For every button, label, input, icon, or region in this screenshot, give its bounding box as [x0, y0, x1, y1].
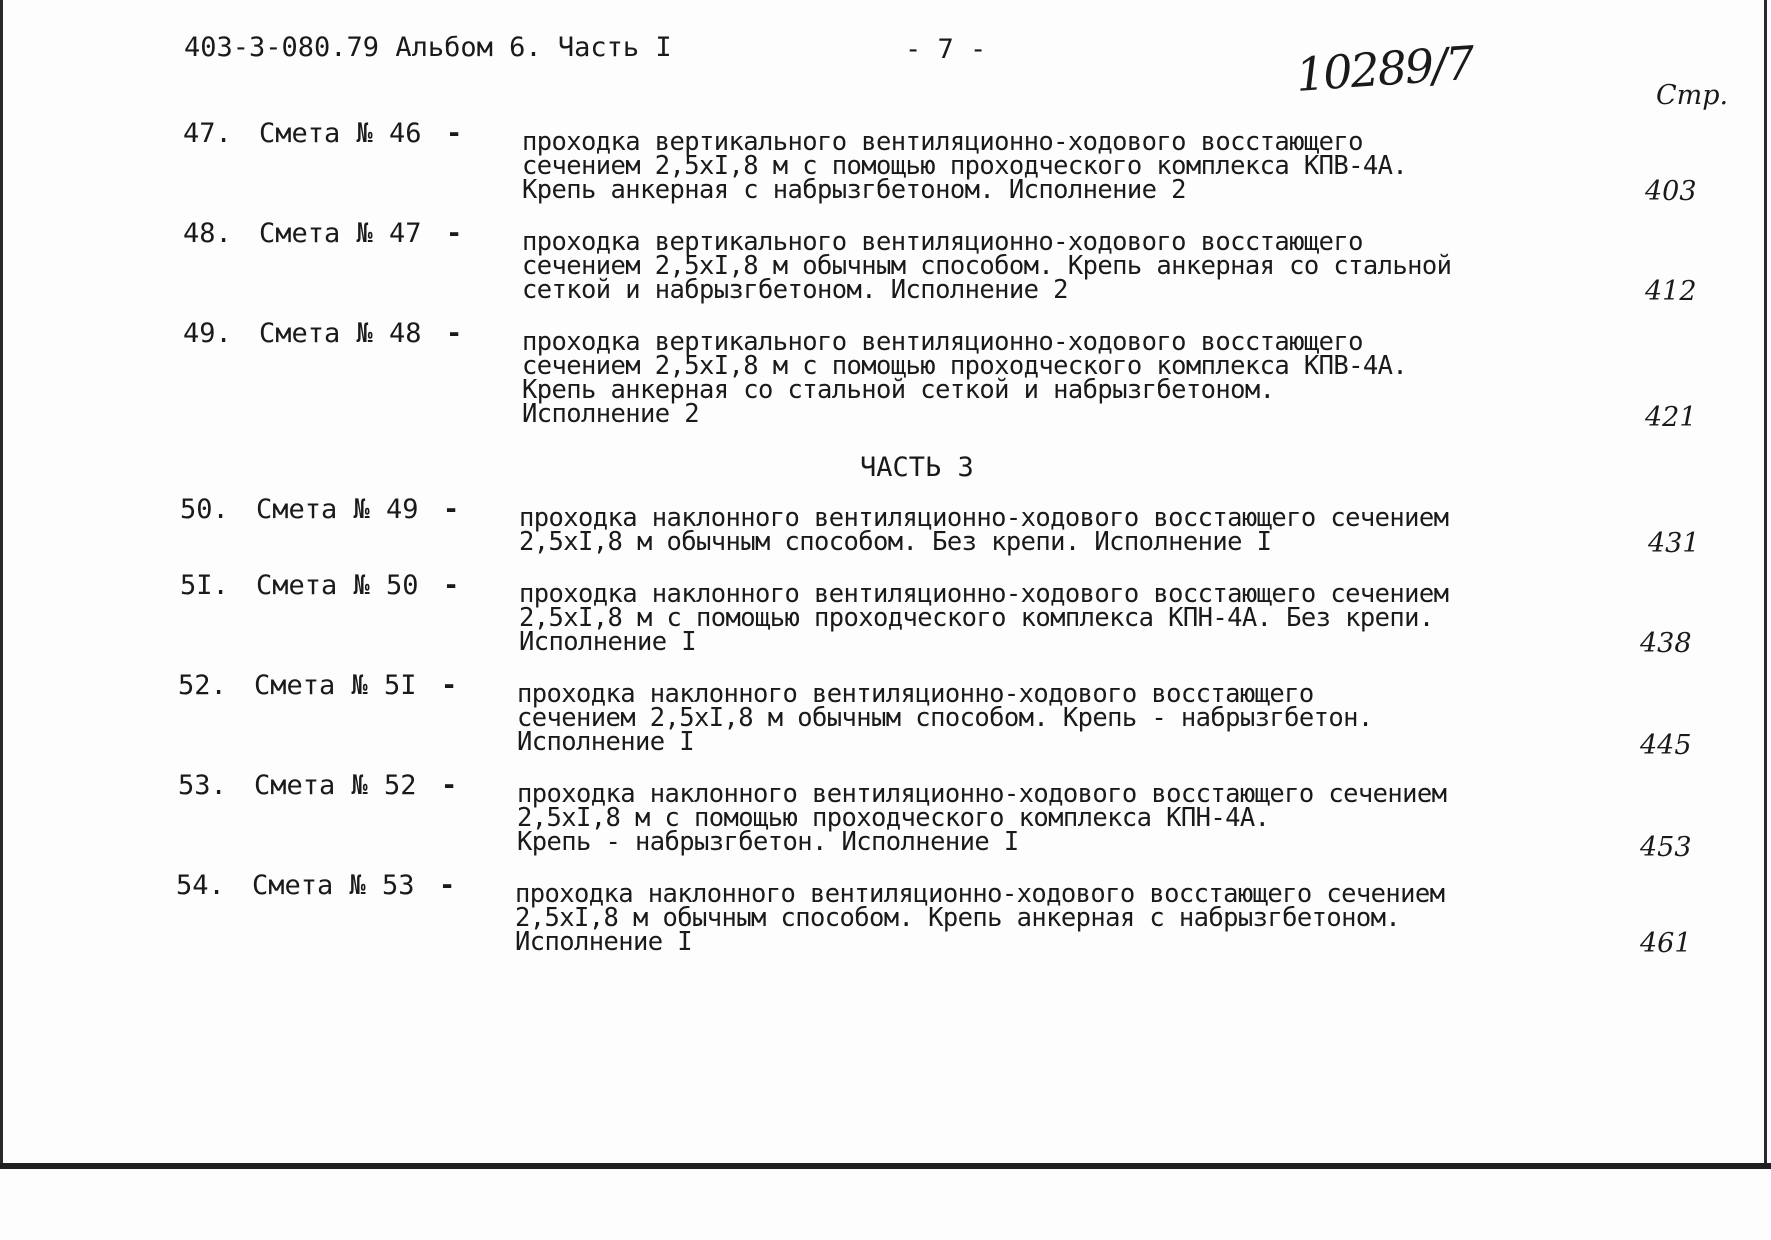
entry-dash: -	[439, 870, 456, 901]
entry-description	[519, 503, 1519, 557]
description-line: 2,5хI,8 м обычным способом. Крепь анкерная с набрызгбетоном.	[515, 903, 1401, 933]
description-line: Исполнение I	[519, 627, 697, 657]
entry-dash: -	[446, 118, 463, 149]
description-line: Крепь - набрызгбетон. Исполнение I	[517, 827, 1019, 857]
entry-dash: -	[446, 318, 463, 349]
entry-dash: -	[441, 670, 458, 701]
description-line: проходка наклонного вентиляционно-ходового восстающего сечением	[515, 879, 1445, 909]
description-line: Исполнение I	[517, 727, 695, 757]
description-line: сечением 2,5хI,8 м с помощью проходческого комплекса КПВ-4А.	[522, 351, 1408, 381]
entry-number: 5I.	[180, 570, 229, 601]
entry-description	[522, 327, 1522, 429]
description-line: сечением 2,5хI,8 м с помощью проходческого комплекса КПВ-4А.	[522, 151, 1408, 181]
entry-page-number: 403	[1645, 176, 1697, 207]
entry-number: 48.	[183, 218, 232, 249]
entry-page-number: 421	[1645, 402, 1697, 433]
page-column-label: Стр.	[1656, 80, 1729, 111]
description-line: Исполнение 2	[522, 399, 700, 429]
description-line: 2,5хI,8 м обычным способом. Без крепи. Исполнение I	[519, 527, 1272, 557]
description-line: проходка наклонного вентиляционно-ходового восстающего сечением	[519, 579, 1449, 609]
entry-page-number: 461	[1640, 928, 1692, 959]
entry-number: 49.	[183, 318, 232, 349]
description-line: 2,5хI,8 м с помощью проходческого комплекса КПН-4А. Без крепи.	[519, 603, 1434, 633]
description-line: Крепь анкерная со стальной сеткой и набрызгбетоном.	[522, 375, 1275, 405]
section-heading: ЧАСТЬ 3	[860, 452, 974, 483]
entry-description	[515, 879, 1515, 957]
right-border-line	[1764, 0, 1767, 1168]
entry-description	[522, 127, 1522, 205]
entry-page-number: 438	[1640, 628, 1692, 659]
entry-dash: -	[446, 218, 463, 249]
estimate-reference: Смета № 49	[256, 494, 419, 525]
entry-page-number: 445	[1640, 730, 1692, 761]
bottom-border-line	[0, 1163, 1771, 1169]
estimate-reference: Смета № 50	[256, 570, 419, 601]
entry-page-number: 453	[1640, 832, 1692, 863]
description-line: сечением 2,5хI,8 м обычным способом. Крепь - набрызгбетон.	[517, 703, 1373, 733]
estimate-reference: Смета № 46	[259, 118, 422, 149]
entry-number: 50.	[180, 494, 229, 525]
entry-description	[519, 579, 1519, 657]
description-line: Исполнение I	[515, 927, 693, 957]
description-line: 2,5хI,8 м с помощью проходческого комплекса КПН-4А.	[517, 803, 1270, 833]
entry-description	[517, 779, 1517, 857]
entry-dash: -	[443, 494, 460, 525]
entry-page-number: 431	[1648, 528, 1700, 559]
description-line: проходка наклонного вентиляционно-ходового восстающего	[517, 679, 1314, 709]
estimate-reference: Смета № 47	[259, 218, 422, 249]
entry-dash: -	[443, 570, 460, 601]
description-line: проходка наклонного вентиляционно-ходового восстающего сечением	[519, 503, 1449, 533]
estimate-reference: Смета № 5I	[254, 670, 417, 701]
entry-description	[517, 679, 1517, 757]
page-number: - 7 -	[905, 34, 987, 65]
left-border-line	[0, 0, 3, 1168]
entry-number: 53.	[178, 770, 227, 801]
entry-dash: -	[441, 770, 458, 801]
entry-number: 52.	[178, 670, 227, 701]
entry-page-number: 412	[1645, 276, 1697, 307]
description-line: проходка наклонного вентиляционно-ходового восстающего сечением	[517, 779, 1447, 809]
description-line: Крепь анкерная с набрызгбетоном. Исполнение 2	[522, 175, 1186, 205]
description-line: проходка вертикального вентиляционно-ходового восстающего	[522, 227, 1363, 257]
description-line: сеткой и набрызгбетоном. Исполнение 2	[522, 275, 1068, 305]
document-code: 403-3-080.79 Альбом 6. Часть I	[184, 32, 672, 63]
description-line: проходка вертикального вентиляционно-ходового восстающего	[522, 327, 1363, 357]
description-line: сечением 2,5хI,8 м обычным способом. Крепь анкерная со стальной	[522, 251, 1452, 281]
estimate-reference: Смета № 53	[252, 870, 415, 901]
estimate-reference: Смета № 48	[259, 318, 422, 349]
estimate-reference: Смета № 52	[254, 770, 417, 801]
entry-number: 54.	[176, 870, 225, 901]
entry-description	[522, 227, 1522, 305]
description-line: проходка вертикального вентиляционно-ходового восстающего	[522, 127, 1363, 157]
entry-number: 47.	[183, 118, 232, 149]
handwritten-number: 10289/7	[1294, 35, 1475, 102]
